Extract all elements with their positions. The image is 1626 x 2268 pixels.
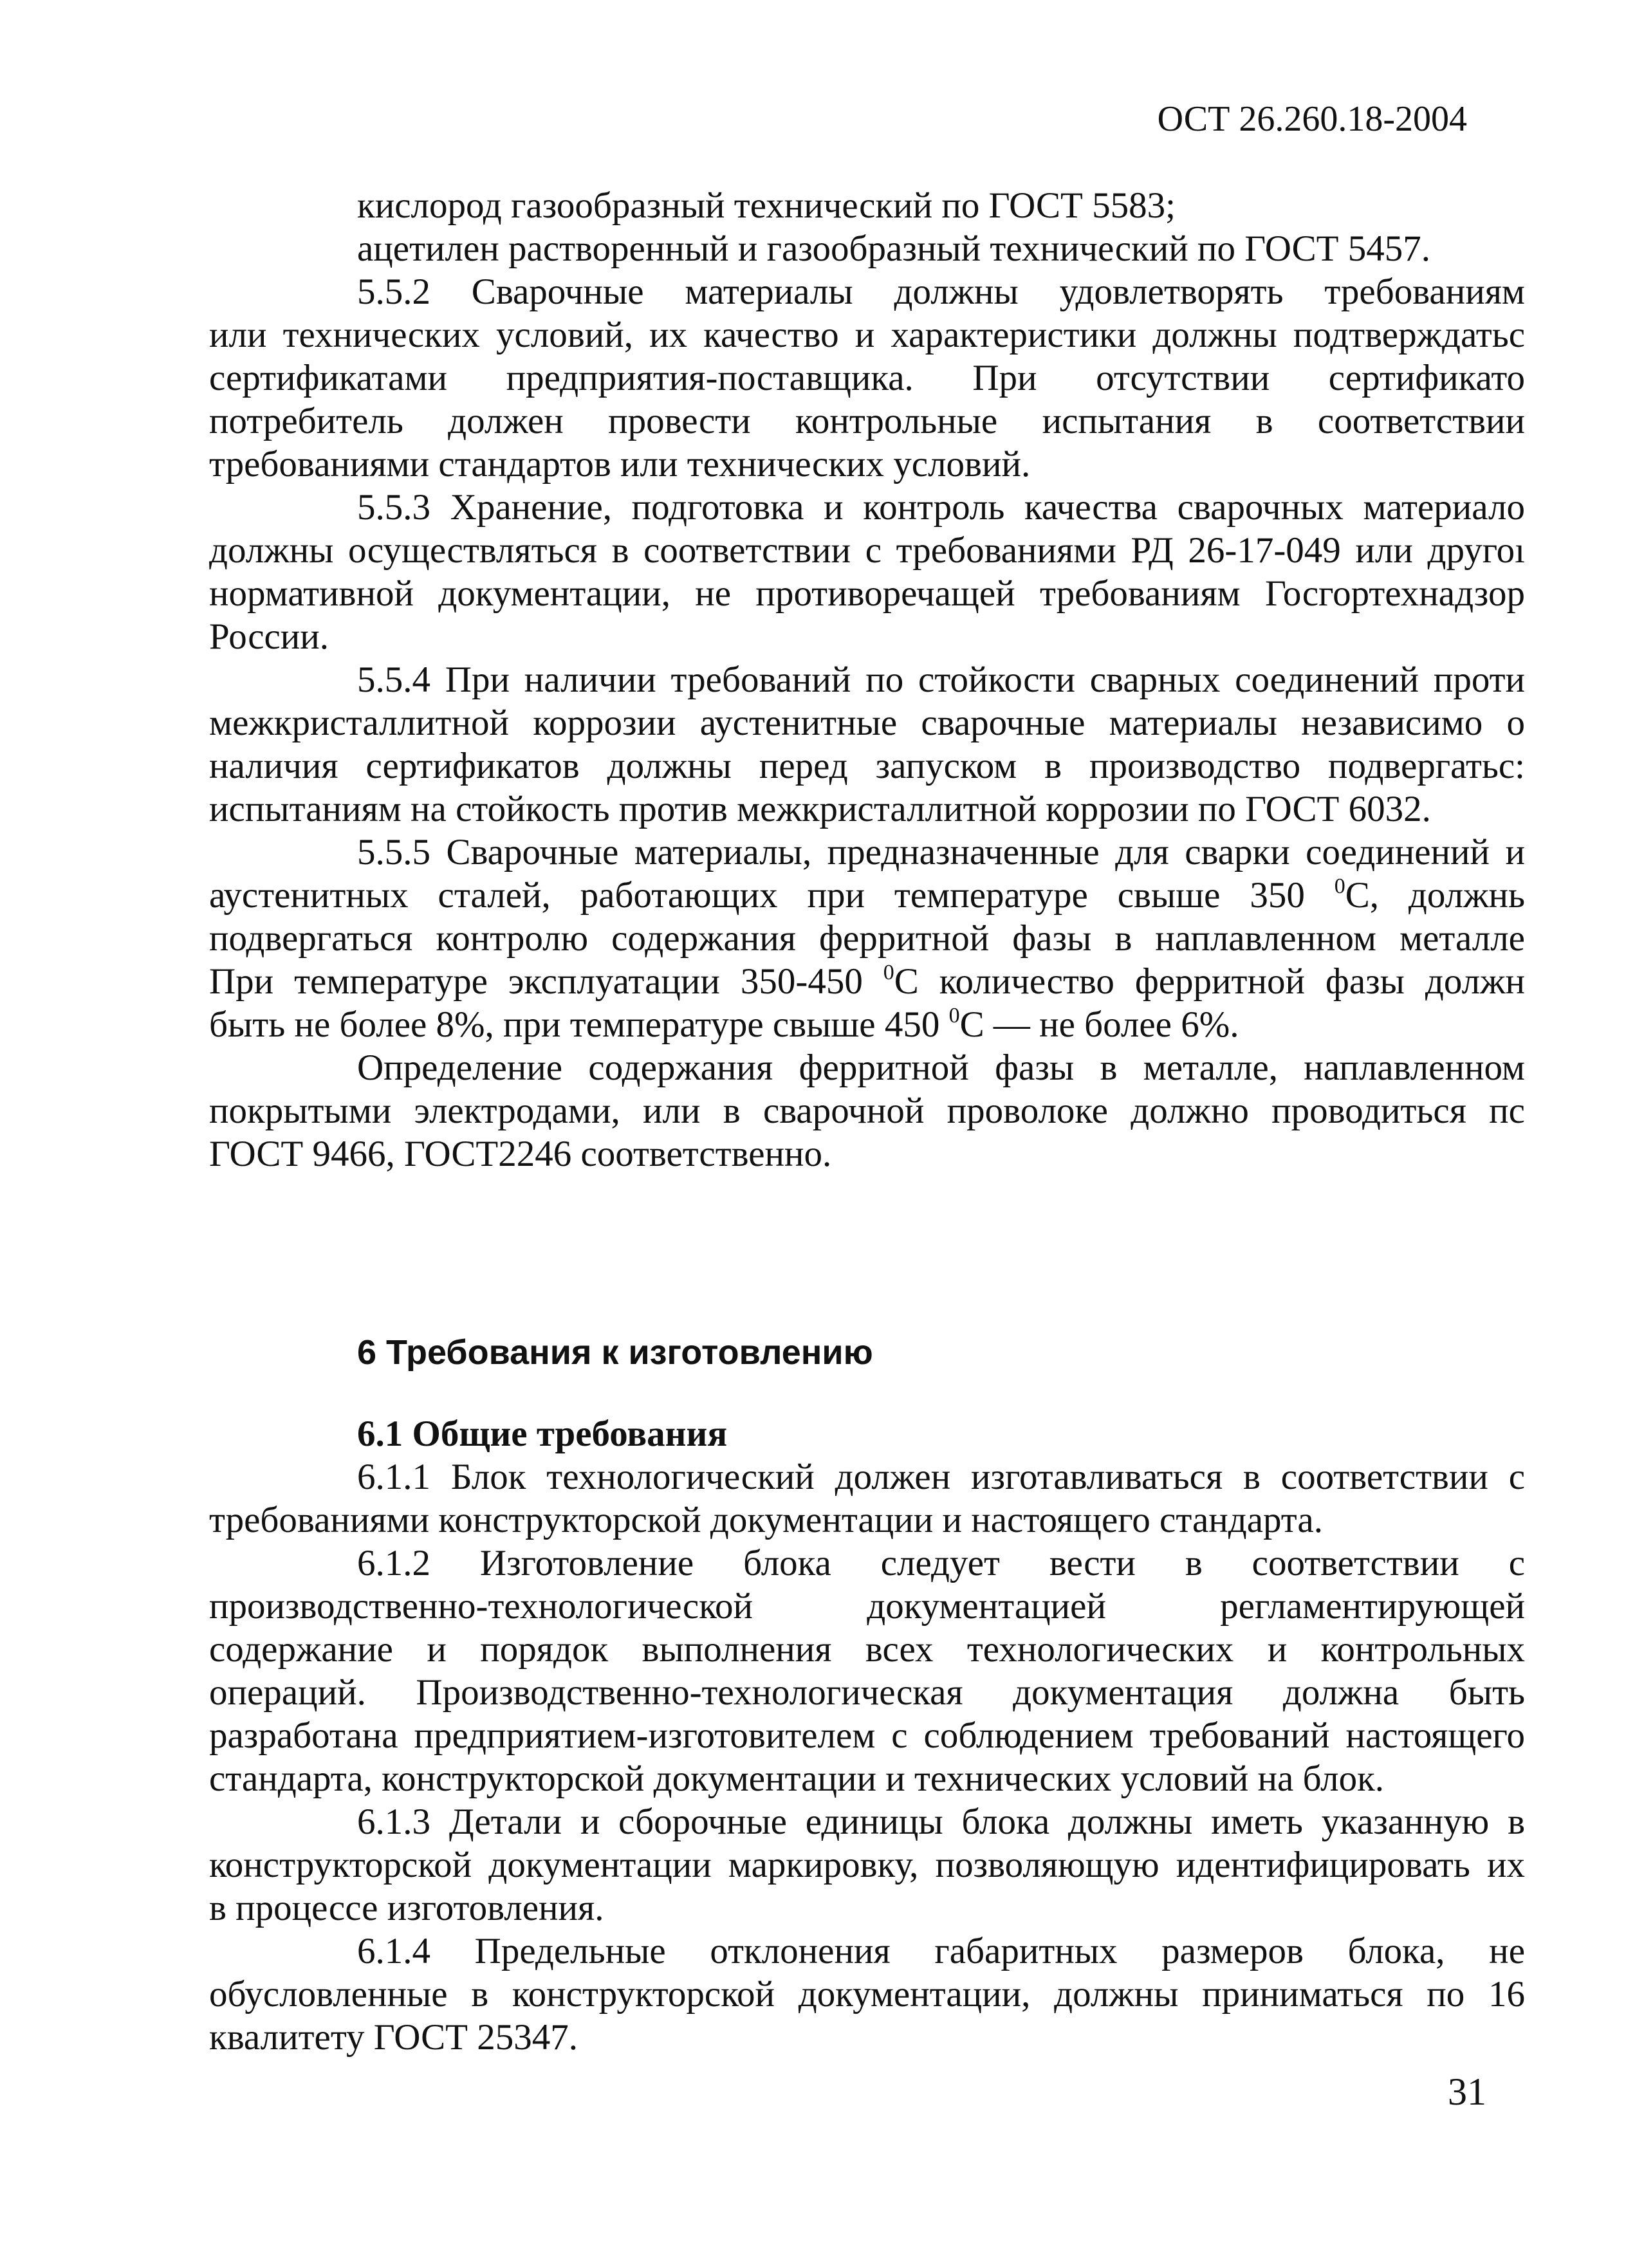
text-line: нормативной документации, не противоречащей требованиям Госгортехнадзор — [209, 573, 1525, 614]
degree-mark: 0 — [883, 961, 894, 984]
text-fragment: C, должнь — [1345, 875, 1525, 916]
text-line: или технических условий, их качество и характеристики должны подтверждатьс — [209, 315, 1525, 355]
page-number: 31 — [1448, 2070, 1486, 2113]
text-line: 5.5.2 Сварочные материалы должны удовлетворять требованиям — [357, 272, 1525, 312]
text-line: Определение содержания ферритной фазы в металле, наплавленном — [357, 1047, 1525, 1088]
text-line: разработана предприятием-изготовителем с соблюдением требований настоящего — [209, 1715, 1525, 1756]
text-line: межкристаллитной коррозии аустенитные сварочные материалы независимо о — [209, 703, 1525, 743]
text-line: ацетилен растворенный и газообразный технический по ГОСТ 5457. — [357, 228, 1430, 269]
subsection-heading: 6.1 Общие требования — [357, 1414, 728, 1454]
text-line: в процессе изготовления. — [209, 1888, 604, 1928]
text-line: 6.1.3 Детали и сборочные единицы блока должны иметь указанную в — [357, 1802, 1525, 1842]
text-line: производственно-технологической документацией регламентирующей — [209, 1586, 1525, 1627]
page-body — [209, 184, 1525, 2059]
text-line: испытаниям на стойкость против межкристаллитной коррозии по ГОСТ 6032. — [209, 789, 1431, 829]
text-fragment: C количество ферритной фазы должн — [894, 961, 1525, 1002]
text-line: подвергаться контролю содержания ферритной фазы в наплавленном металле — [209, 918, 1525, 959]
text-line: 6.1.1 Блок технологический должен изготавливаться в соответствии с — [357, 1457, 1525, 1497]
section-heading: 6 Требования к изготовлению — [357, 1333, 873, 1372]
text-line: требованиями конструкторской документации и настоящего стандарта. — [209, 1500, 1323, 1540]
text-line: 5.5.5 Сварочные материалы, предназначенные для сварки соединений и — [357, 832, 1525, 872]
text-line: квалитету ГОСТ 25347. — [209, 2017, 578, 2058]
text-line: обусловленные в конструкторской документации, должны приниматься по 16 — [209, 1974, 1525, 2014]
text-line: сертификатами предприятия-поставщика. При отсутствии сертификато — [209, 358, 1525, 398]
text-line: ГОСТ 9466, ГОСТ2246 соответственно. — [209, 1134, 832, 1174]
text-line — [209, 874, 1525, 917]
text-line: операций. Производственно-технологическая документация должна быть — [209, 1672, 1525, 1713]
text-line: 5.5.4 При наличии требований по стойкости сварных соединений проти — [357, 659, 1525, 700]
text-line — [209, 1003, 1525, 1046]
text-line: потребитель должен провести контрольные испытания в соответствии — [209, 401, 1525, 441]
text-line: покрытыми электродами, или в сварочной проволоке должно проводиться пс — [209, 1091, 1525, 1131]
text-line: России. — [209, 616, 329, 657]
text-line: содержание и порядок выполнения всех технологических и контрольных — [209, 1629, 1525, 1670]
text-line: кислород газообразный технический по ГОСТ 5583; — [357, 185, 1176, 226]
text-line: должны осуществляться в соответствии с требованиями РД 26-17-049 или другоı — [209, 530, 1525, 571]
text-fragment: При температуре эксплуатации 350-450 — [209, 961, 863, 1002]
text-line: 6.1.2 Изготовление блока следует вести в соответствии с — [357, 1543, 1525, 1583]
text-fragment: C — не более 6%. — [959, 1004, 1239, 1045]
text-line — [209, 960, 1525, 1003]
degree-mark: 0 — [1334, 874, 1345, 898]
text-line: требованиями стандартов или технических условий. — [209, 444, 1031, 484]
text-line: 6.1.4 Предельные отклонения габаритных размеров блока, не — [357, 1931, 1525, 1971]
text-fragment: быть не более 8%, при температуре свыше 450 — [209, 1004, 940, 1045]
document-code: ОСТ 26.260.18-2004 — [1157, 99, 1467, 139]
degree-mark: 0 — [948, 1004, 960, 1028]
text-line: 5.5.3 Хранение, подготовка и контроль качества сварочных материало — [357, 487, 1525, 528]
text-line: стандарта, конструкторской документации и технических условий на блок. — [209, 1758, 1385, 1799]
text-line: конструкторской документации маркировку, позволяющую идентифицировать их — [209, 1845, 1525, 1885]
text-fragment: аустенитных сталей, работающих при температуре свыше 350 — [209, 875, 1305, 916]
text-line: наличия сертификатов должны перед запуском в производство подвергатьс: — [209, 746, 1525, 786]
